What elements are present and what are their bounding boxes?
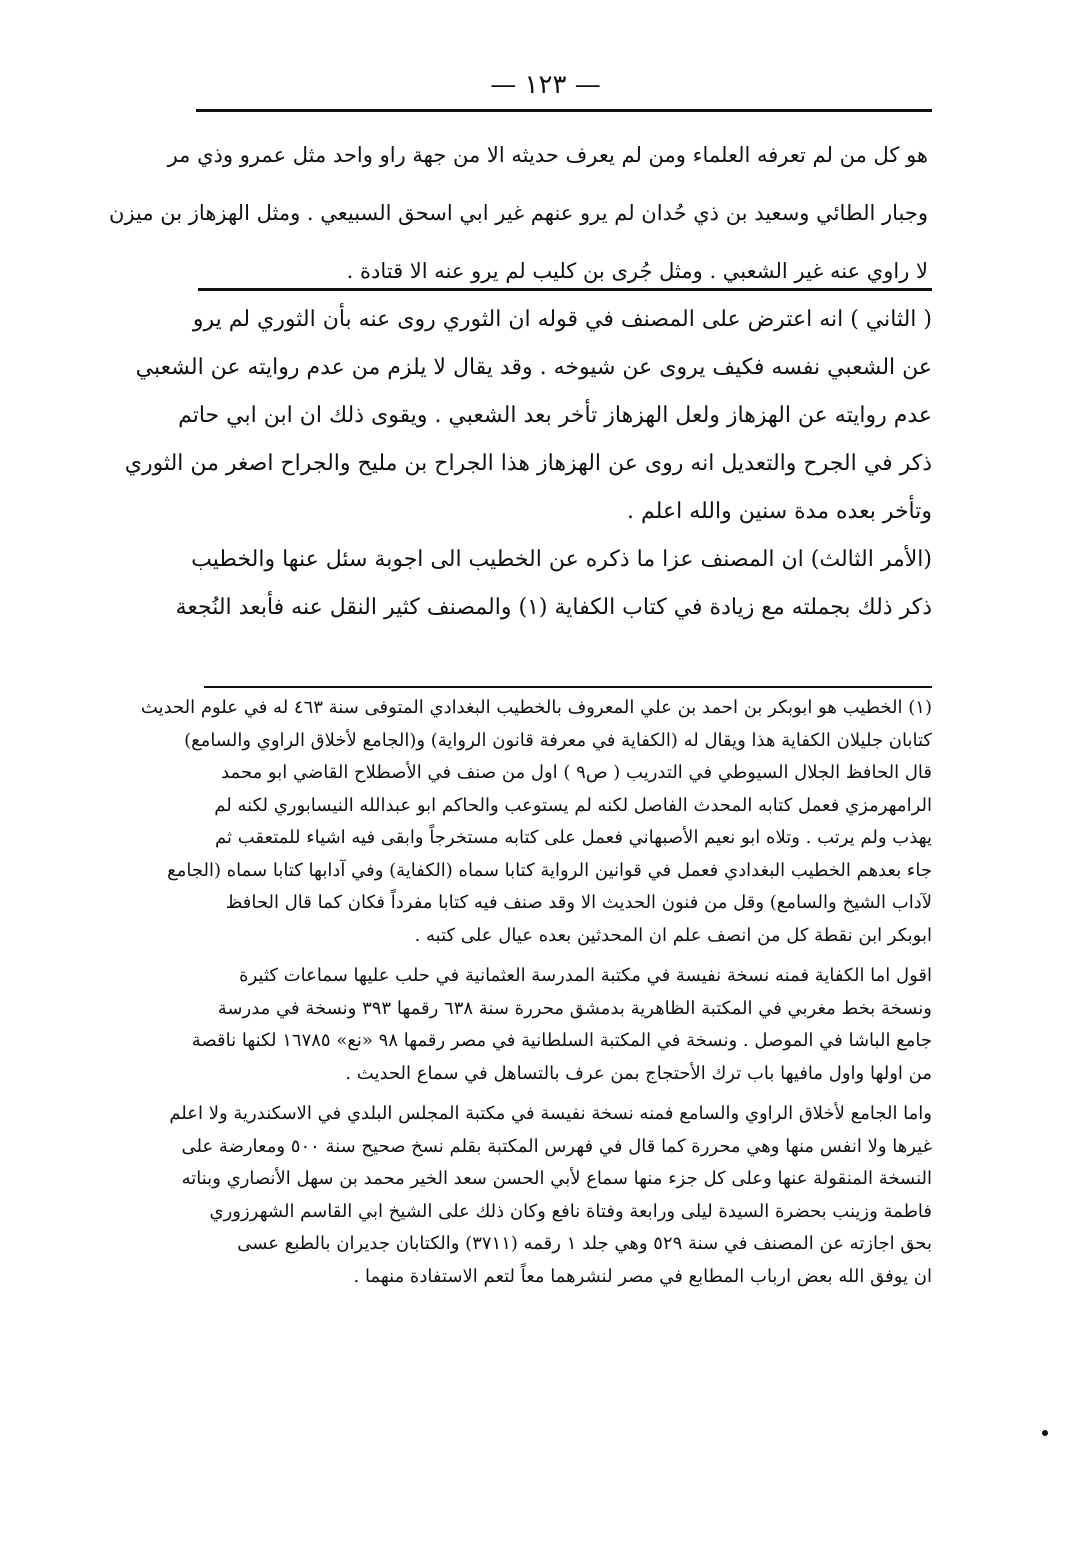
text-line: هو كل من لم تعرفه العلماء ومن لم يعرف حديثه الا من جهة راو واحد مثل عمرو وذي مر [167, 143, 928, 167]
footnote-line: من اولها واول مافيها باب ترك الأحتجاج بمن عرف بالتساهل في سماع الحديث . [345, 1062, 932, 1084]
footnote-line: كتابان جليلان الكفاية هذا ويقال له (الكفاية في معرفة قانون الرواية) و(الجامع لأخلاق الراوي والسامع) [184, 729, 932, 751]
continued-footnote-text [109, 126, 928, 300]
text-line: (الأمر الثالث) ان المصنف عزا ما ذكره عن الخطيب الى اجوبة سئل عنها والخطيب [191, 547, 932, 572]
footnote-line: (١) الخطيب هو ابوبكر بن احمد بن علي المعروف بالخطيب البغدادي المتوفى سنة ٤٦٣ له في علوم الحديث [140, 697, 932, 718]
footnotes [140, 692, 932, 1293]
footnote-line: ونسخة بخط مغربي في المكتبة الظاهرية بدمشق محررة سنة ٦٣٨ رقمها ٣٩٣ ونسخة في مدرسة [217, 997, 932, 1019]
footnote-line: جاء بعدهم الخطيب البغدادي فعمل في قوانين الرواية كتابا سماه (الكفاية) وفي آدابها كتابا سماه (الجامع [167, 859, 932, 881]
footnote-line: ابوبكر ابن نقطة كل من انصف علم ان المحدثين بعده عيال على كتبه . [414, 924, 932, 946]
footnote-paragraph [169, 1098, 932, 1293]
main-body-text [124, 296, 932, 632]
footnote-line: قال الحافظ الجلال السيوطي في التدريب ( ص٩ ) اول من صنف في الأصطلاح القاضي ابو محمد [221, 762, 932, 783]
footnote-separator [204, 686, 932, 688]
footnote-line: جامع الباشا في الموصل . ونسخة في المكتبة السلطانية في مصر رقمها ٩٨ «نع» ١٦٧٨٥ لكنها ناقصة [191, 1030, 932, 1051]
footnote-line: الرامهرمزي فعمل كتابه المحدث الفاصل لكنه لم يستوعب والحاكم ابو عبدالله النيسابوري لكنه لم [214, 794, 932, 816]
footnote-line: واما الجامع لأخلاق الراوي والسامع فمنه نسخة نفيسة في مكتبة المجلس البلدي في الاسكندرية ولا اعلم [169, 1103, 932, 1124]
margin-dot [1042, 1430, 1048, 1436]
text-line: وجبار الطائي وسعيد بن ذي حُدان لم يرو عنهم غير ابي اسحق السبيعي . ومثل الهزهاز بن ميزن [109, 201, 928, 225]
footnote-line: غيرها ولا انفس منها وهي محررة كما قال في فهرس المكتبة بقلم نسخ صحيح سنة ٥٠٠ ومعارضة على [181, 1135, 932, 1157]
section-rule [198, 288, 932, 291]
text-line: ذكر في الجرح والتعديل انه روى عن الهزهاز هذا الجراح بن مليح والجراح اصغر من الثوري [124, 451, 932, 476]
footnote-line: اقول اما الكفاية فمنه نسخة نفيسة في مكتبة المدرسة العثمانية في حلب عليها سماعات كثيرة [239, 965, 932, 986]
text-line: لا راوي عنه غير الشعبي . ومثل جُرى بن كليب لم يرو عنه الا قتادة . [346, 259, 928, 283]
footnote-line: بحق اجازته عن المصنف في سنة ٥٢٩ وهي جلد ١ رقمه (٣٧١١) والكتابان جديران بالطبع عسى [237, 1233, 932, 1254]
header-rule [196, 109, 932, 112]
text-line: عدم روايته عن الهزهاز ولعل الهزهاز تأخر بعد الشعبي . ويقوى ذلك ان ابن ابي حاتم [178, 403, 932, 428]
text-line: ذكر ذلك بجملته مع زيادة في كتاب الكفاية (١) والمصنف كثير النقل عنه فأبعد النُجعة [175, 595, 932, 620]
footnote-line: ان يوفق الله بعض ارباب المطابع في مصر لنشرهما معاً لتعم الاستفادة منهما . [353, 1265, 932, 1287]
page-number: — ١٢٣ — [490, 70, 601, 100]
text-line: عن الشعبي نفسه فكيف يروى عن شيوخه . وقد يقال لا يلزم من عدم روايته عن الشعبي [135, 355, 932, 380]
text-line: وتأخر بعده مدة سنين والله اعلم . [627, 499, 932, 524]
footnote-line: فاطمة وزينب بحضرة السيدة ليلى ورابعة وفتاة نافع وكان ذلك على الشيخ ابي القاسم الشهرزوري [209, 1200, 932, 1222]
footnote-line: يهذب ولم يرتب . وتلاه ابو نعيم الأصبهاني فعمل على كتابه مستخرجاً وابقى فيه اشياء للمتعقب ثم [215, 827, 932, 848]
text-line: ( الثاني ) انه اعترض على المصنف في قوله ان الثوري روى عنه بأن الثوري لم يرو [192, 307, 932, 332]
footnote-line: لآداب الشيخ والسامع) وقل من فنون الحديث الا وقد صنف فيه كتابا مفرداً فكان كما قال الحافظ [225, 892, 932, 913]
footnote-paragraph [140, 692, 932, 952]
footnote-paragraph [191, 960, 932, 1090]
footnote-line: النسخة المنقولة عنها وعلى كل جزء منها سماع لأبي الحسن سعد الخير محمد بن سهل الأنصاري وبناته [181, 1168, 932, 1189]
